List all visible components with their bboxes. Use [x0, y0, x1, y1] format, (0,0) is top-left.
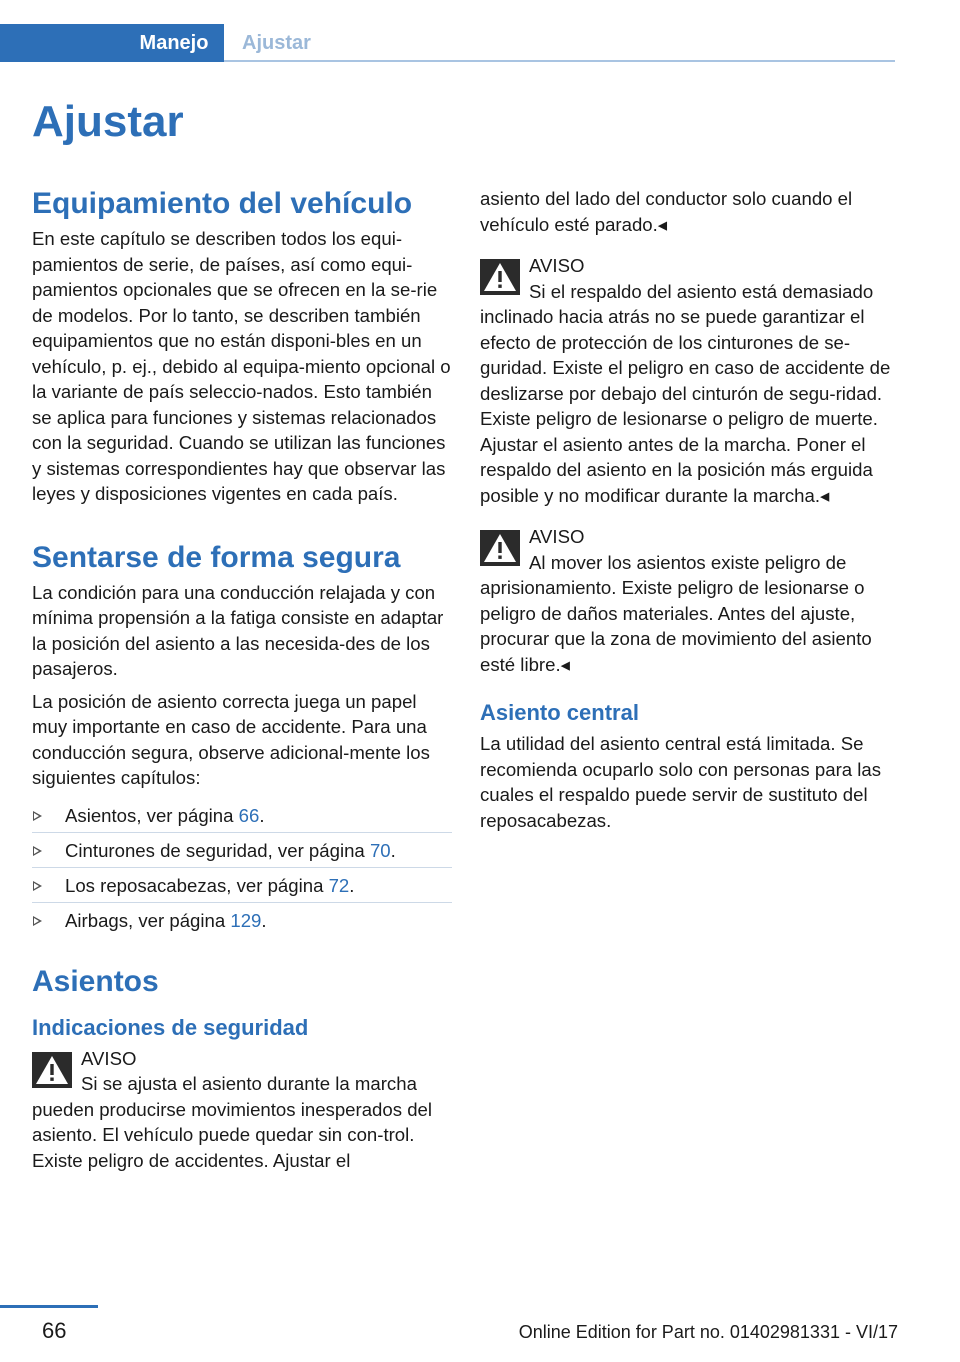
triangle-bullet-icon — [33, 811, 42, 821]
ref-end: . — [261, 909, 267, 931]
warning-icon — [32, 1052, 72, 1088]
ref-text: Airbags, ver página — [65, 909, 231, 931]
heading-asiento-central: Asiento central — [480, 700, 639, 725]
warning-first-line: Si el respaldo del asiento está demasiado — [529, 280, 874, 302]
ref-end: . — [349, 874, 355, 896]
warning-text: aprisionamiento. Existe peligro de lesionarse o peligro de daños materiales. Antes del ajuste, procurar que la zona de movimiento del asiento esté libre.◂ — [480, 577, 872, 675]
warning-icon — [480, 530, 520, 566]
triangle-bullet-icon — [33, 846, 42, 856]
heading-indicaciones: Indicaciones de seguridad — [32, 1014, 309, 1040]
heading-sentarse: Sentarse de forma segura — [32, 540, 401, 574]
reference-list — [32, 798, 452, 938]
page-link-129[interactable]: 129 — [230, 909, 262, 931]
page-link-72[interactable]: 72 — [328, 874, 350, 896]
page-link-70[interactable]: 70 — [369, 839, 391, 861]
list-item — [32, 833, 452, 868]
warning-block-1 — [32, 1046, 452, 1174]
chapter-tabbar — [0, 24, 895, 62]
paragraph-asiento-central: La utilidad del asiento central está limitada. Se recomienda ocuparlo solo con personas para las cuales el respaldo puede servir de sustituto del reposacabezas. — [480, 733, 882, 831]
warning-text: pueden producirse movimientos inesperados del asiento. El vehículo puede quedar sin con-trol. Existe peligro de accidentes. Ajustar el — [32, 1098, 433, 1171]
ref-text: Cinturones de seguridad, ver página — [65, 839, 370, 861]
right-column — [480, 186, 900, 840]
paragraph-continuation: asiento del lado del conductor solo cuando el vehículo esté parado.◂ — [480, 188, 853, 235]
triangle-bullet-icon — [33, 881, 42, 891]
edition-footer: Online Edition for Part no. 01402981331 - VI/17 — [518, 1322, 898, 1342]
page-number: 66 — [42, 1318, 67, 1343]
paragraph-equipamiento: En este capítulo se describen todos los equi-pamientos de serie, de países, así como equi-pamientos opcionales que se ofrecen en la se-rie de modelos. Por lo tanto, se describen también equipamientos que no están disponi-bles en un vehículo, p. ej., debido al equipa-miento opcional o la variante de país seleccio-nados. Esto también se aplica para funciones y sistemas relacionados con la seguridad. Cuando se utilizan las funciones y sistemas correspondientes hay que observar las leyes y disposiciones vigentes en cada país. — [32, 228, 451, 504]
warning-label: AVISO — [529, 255, 585, 276]
list-item — [32, 798, 452, 833]
ref-end: . — [259, 804, 265, 826]
warning-icon — [480, 259, 520, 295]
heading-asientos: Asientos — [32, 964, 159, 998]
tab-rule — [224, 60, 895, 62]
warning-first-line: Al mover los asientos existe peligro de — [529, 551, 847, 573]
warning-label: AVISO — [81, 1047, 137, 1069]
heading-equipamiento: Equipamiento del vehículo — [32, 187, 413, 220]
warning-block-3 — [480, 524, 900, 677]
paragraph-sentarse-1: La condición para una conducción relajada y con mínima propensión a la fatiga consiste en adaptar la posición del asiento a las necesida-des de los pasajeros. — [32, 581, 444, 679]
footer-rule — [0, 1305, 98, 1308]
list-item — [32, 903, 452, 938]
ref-text: Los reposacabezas, ver página — [65, 874, 329, 896]
page-title: Ajustar — [32, 97, 184, 146]
triangle-bullet-icon — [33, 916, 42, 926]
left-column — [32, 186, 452, 1181]
ref-text: Asientos, ver página — [65, 804, 239, 826]
page-link-66[interactable]: 66 — [238, 804, 260, 826]
tab-strip — [0, 24, 124, 62]
paragraph-sentarse-2: La posición de asiento correcta juega un papel muy importante en caso de accidente. Para una conducción segura, observe adicional-mente los siguientes capítulos: — [32, 690, 430, 788]
tab-ajustar[interactable]: Ajustar — [242, 32, 311, 54]
list-item — [32, 868, 452, 903]
warning-text: inclinado hacia atrás no se puede garantizar el efecto de protección de los cinturones de se-guridad. Existe el peligro en caso de accidente de deslizarse por debajo del cinturón de segu-ridad. Existe peligro de lesionarse o peligro de muerte. Ajustar el asiento antes de la marcha. Poner el respaldo del asiento en la posición más erguida posible y no modificar durante la marcha.◂ — [480, 306, 891, 506]
tab-manejo[interactable]: Manejo — [124, 24, 224, 62]
warning-first-line: Si se ajusta el asiento durante la marcha — [81, 1073, 417, 1094]
warning-label: AVISO — [529, 526, 585, 547]
ref-end: . — [390, 839, 396, 861]
warning-block-2 — [480, 253, 900, 508]
